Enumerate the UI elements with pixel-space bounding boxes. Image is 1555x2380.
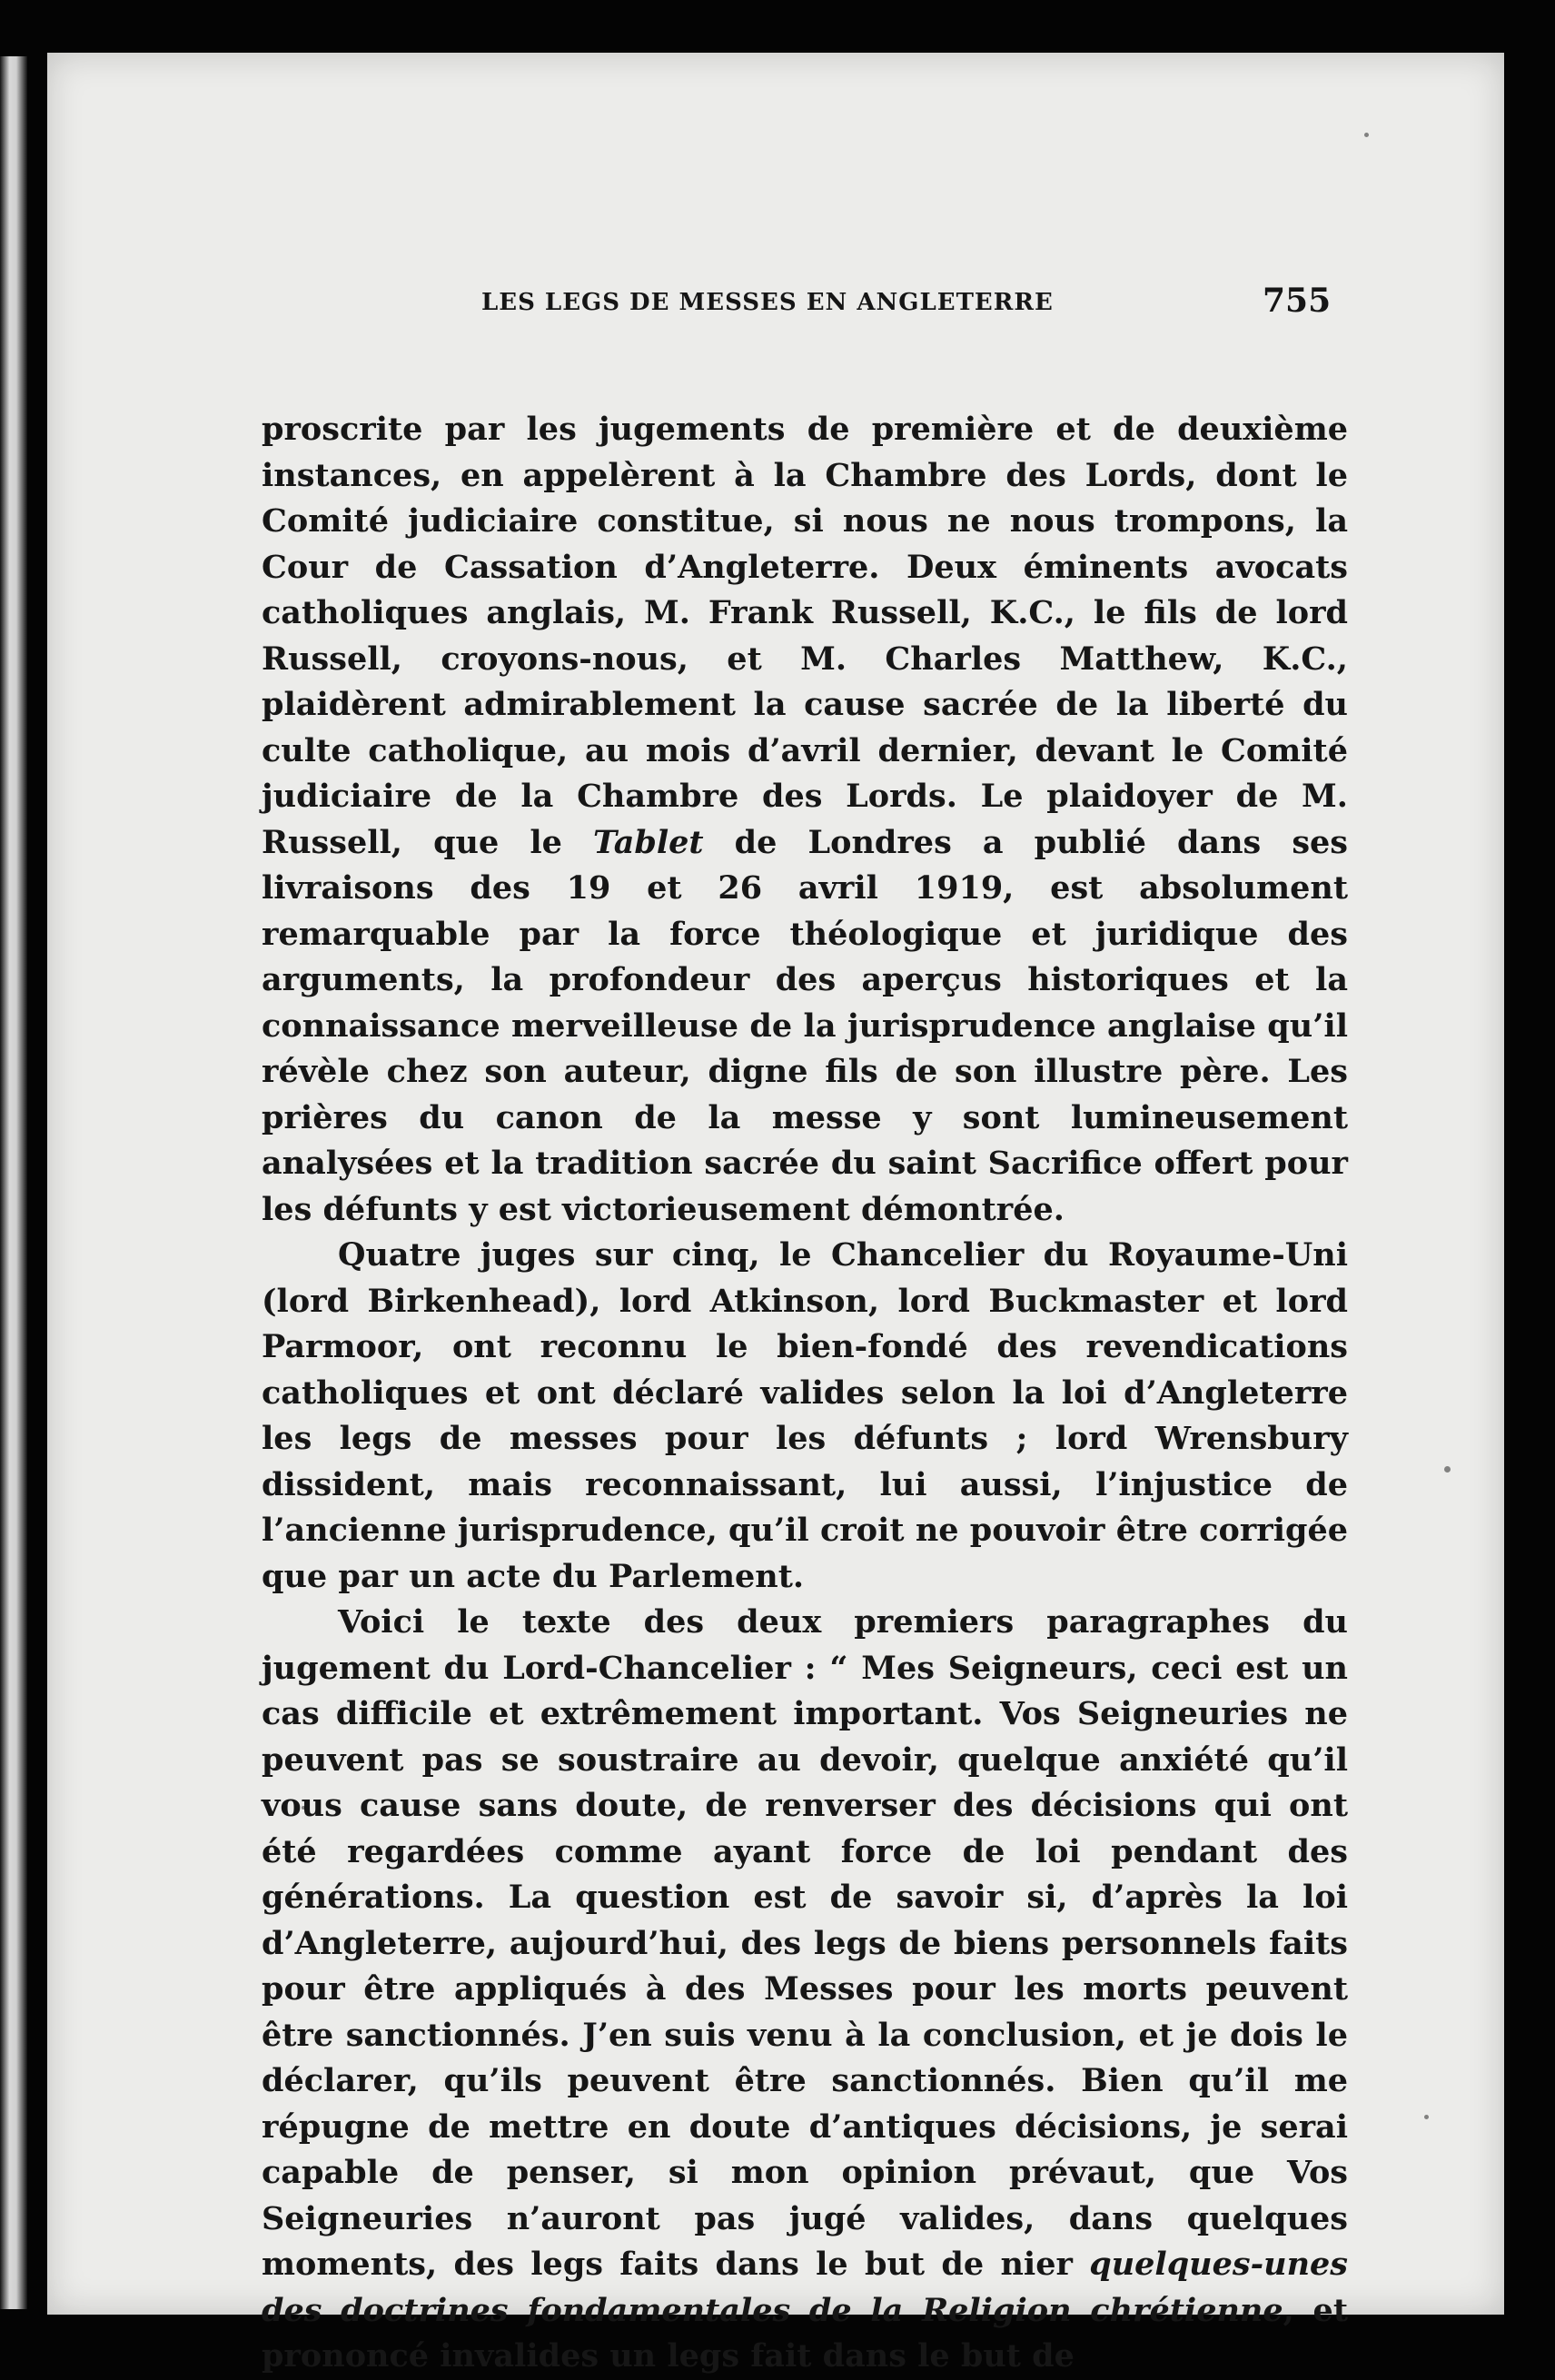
running-head — [47, 282, 1504, 327]
paragraph-1 — [262, 407, 1348, 1233]
print-speck — [302, 1806, 305, 1810]
print-speck — [1364, 133, 1369, 137]
print-speck — [1424, 2115, 1429, 2119]
running-head-title: LES LEGS DE MESSES EN ANGLETERRE — [481, 289, 1054, 316]
paragraph-2: Quatre juges sur cinq, le Chancelier du Royaume-Uni (lord Birkenhead), lord Atkinson, lord Buckmaster et lord Parmoor, ont reconnu le bien-fondé des revendications catholiques et ont déclaré valides selon la loi d’Angleterre les legs de messes pour les défunts ; lord Wrensbury dissident, mais reconnaissant, lui aussi, l’injustice de l’ancienne jurisprudence, qu’il croit ne pouvoir être corrigée que par un acte du Parlement. — [262, 1236, 1348, 1595]
page-number: 755 — [1263, 282, 1332, 320]
print-speck — [1444, 1466, 1451, 1473]
paragraph-1-part-1: proscrite par les jugements de première et de deuxième instances, en appelèrent à la Chambre des Lords, dont le Comité judiciaire constitue, si nous ne nous trompons, la Cour de Cassation d’Angleterre. Deux éminents avocats catholiques anglais, M. Frank Russell, K.C., le fils de lord Russell, croyons-nous, et M. Charles Matthew, K.C., plaidèrent admirablement la cause sacrée de la liberté du culte catholique, au mois d’avril dernier, devant le Comité judiciaire de la Chambre des Lords. Le plaidoyer de M. Russell, que le — [262, 411, 1348, 861]
paragraph-3 — [262, 1600, 1348, 2380]
book-page — [47, 53, 1504, 2375]
paragraph-1-part-3: de Londres a publié dans ses livraisons des 19 et 26 avril 1919, est absolument remarquable par la force théologique et juridique des arguments, la profondeur des aperçus historiques et la connaissance merveilleuse de la jurisprudence anglaise qu’il révèle chez son auteur, digne fils de son illustre père. Les prières du canon de la messe y sont lumineusement analysées et la tradition sacrée du saint Sacrifice offert pour les défunts y est victorieusement démontrée. — [262, 823, 1349, 1228]
paragraph-3-part-3: , et prononcé invalides un legs fait dans le but de — [262, 2291, 1348, 2375]
tablet-title: Tablet — [593, 823, 704, 861]
quoted-emphasis: quelques-unes des doctrines fondamentales de la Religion chrétienne — [262, 2246, 1348, 2329]
adjacent-page-edge — [0, 56, 27, 2309]
body-text — [262, 407, 1348, 2380]
paragraph-3-part-1: Voici le texte des deux premiers paragraphes du jugement du Lord-Chancelier : “ Mes Seigneurs, ceci est un cas difficile et extrêmement important. Vos Seigneuries ne peuvent pas se soustraire au devoir, quelque anxiété qu’il vous cause sans doute, de renverser des décisions qui ont été regardées comme ayant force de loi pendant des générations. La question est de savoir si, d’après la loi d’Angleterre, aujourd’hui, des legs de biens personnels faits pour être appliqués à des Messes pour les morts peuvent être sanctionnés. J’en suis venu à la conclusion, et je dois le déclarer, qu’ils peuvent être sanctionnés. Bien qu’il me répugne de mettre en doute d’antiques décisions, je serai capable de penser, si mon opinion prévaut, que Vos Seigneuries n’auront pas jugé valides, dans quelques moments, des legs faits dans le but de nier — [262, 1603, 1348, 2283]
